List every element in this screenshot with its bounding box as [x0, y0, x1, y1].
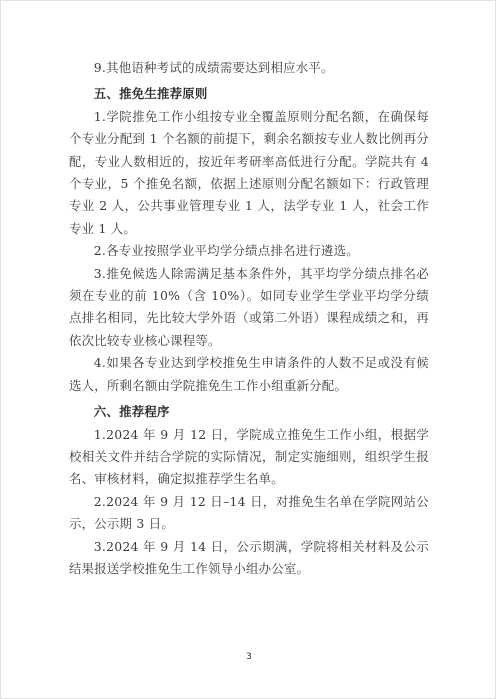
paragraph-gpa-ranking: 2.各专业按照学业平均学分绩点排名进行遴选。 [93, 243, 359, 259]
paragraph-remaining-quota: 4.如果各专业达到学校推免生申请条件的人数不足或没有候选人，所剩名额由学院推免生工作小组重新分配。 [69, 355, 429, 393]
paragraph-procedure-step-1: 1.2024 年 9 月 12 日，学院成立推免生工作小组，根据学校相关文件并结合学院的实际情况，制定实施细则，组织学生报名、审核材料，确定拟推荐学生名单。 [69, 426, 429, 487]
paragraph-candidate-requirements: 3.推免候选人除需满足基本条件外，其平均学分绩点排名必须在专业的前 10%（含 10%）。如同专业学生学业平均学分绩点排名相同，先比较大学外语（或第二外语）课程成绩之和，再依次比较专业核心课程等。 [69, 265, 429, 348]
paragraph-quota-allocation: 1.学院推免工作小组按专业全覆盖原则分配名额，在确保每个专业分配到 1 个名额的前提下，剩余名额按专业人数比例再分配，专业人数相近的，按近年考研率高低进行分配。学院共有 4 个专业，5 个推免名额，依据上述原则分配名额如下：行政管理专业 2 人，公共事业管理专业 1 人，法学专业 1 人，社会工作专业 1 人。 [69, 108, 429, 236]
section-heading-recommendation-procedure: 六、推荐程序 [93, 404, 170, 420]
paragraph-item-9-language-scores: 9.其他语种考试的成绩需要达到相应水平。 [93, 60, 334, 75]
page-number: 3 [246, 652, 252, 662]
document-body [69, 57, 429, 580]
paragraph-procedure-step-2: 2.2024 年 9 月 12 日–14 日，对推免生名单在学院网站公示，公示期 3 日。 [69, 493, 429, 532]
section-heading-recommendation-principles: 五、推免生推荐原则 [93, 86, 208, 102]
paragraph-procedure-step-3: 3.2024 年 9 月 14 日，公示期满，学院将相关材料及公示结果报送学校推免生工作领导小组办公室。 [69, 538, 429, 576]
